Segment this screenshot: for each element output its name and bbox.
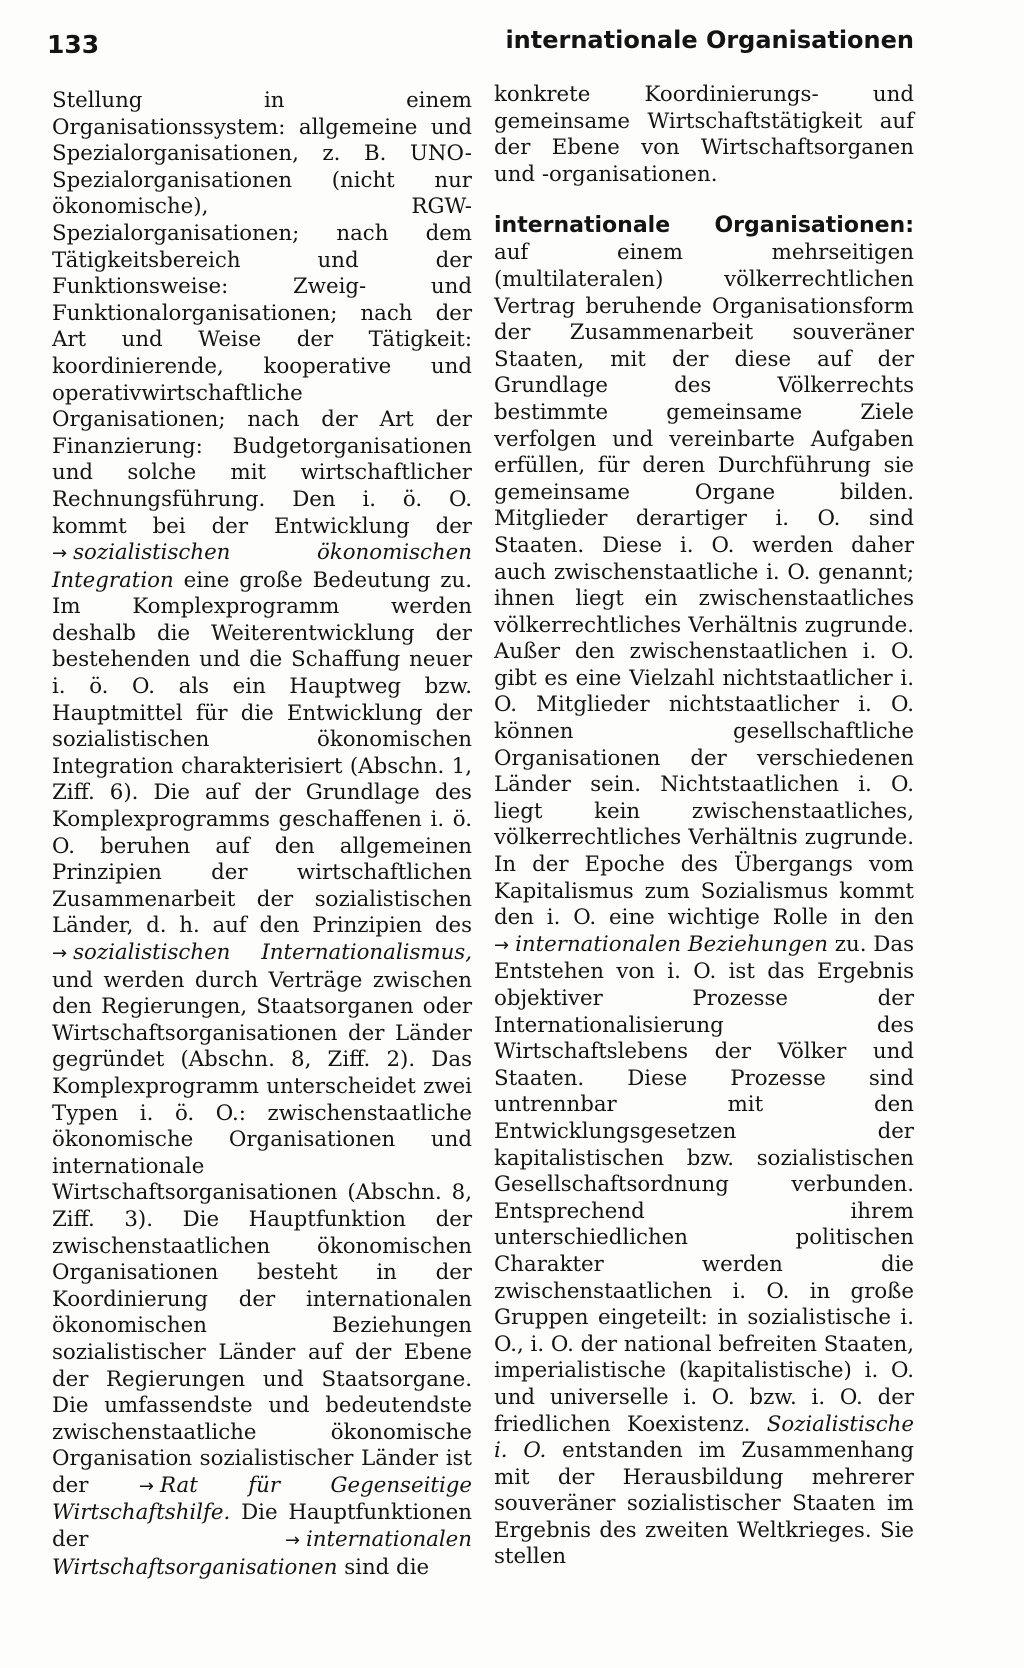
- right-column: [494, 82, 914, 1571]
- text-run: und werden durch Verträge zwischen den Regierungen, Staatsorganen oder Wirtschaftsorganisationen der Länder gegründet (Abschn. 8, Ziff. 2). Das Komplexprogramm unterscheidet zwei Typen i. ö. O.: zwischenstaatliche ökonomische Organisationen und internationale Wirtschaftsorganisationen (Abschn. 8, Ziff. 3). Die Hauptfunktion der zwischenstaatlichen ökonomischen Organisationen besteht in der Koordinierung der internationalen ökonomischen Beziehungen sozialistischer Länder auf der Ebene der Regierungen und Staatsorgane. Die umfassendste und bedeutendste zwischenstaatliche ökonomische Organisation sozialistischer Länder ist der: [52, 967, 472, 1498]
- text-run: Stellung in einem Organisationssystem: allgemeine und Spezialorganisationen, z. B. UNO-Spezialorganisationen (nicht nur ökonomische), RGW-Spezialorganisationen; nach dem Tätigkeitsbereich und der Funktionsweise: Zweig- und Funktionalorganisationen; nach der Art und Weise der Tätigkeit: koordinierende, kooperative und operativwirtschaftliche Organisationen; nach der Art der Finanzierung: Budgetorganisationen und solche mit wirtschaftlicher Rechnungsführung. Den i. ö. O. kommt bei der Entwicklung der: [52, 88, 472, 539]
- text-run: entstanden im Zusammenhang mit der Herausbildung mehrerer souveräner sozialistischer Staaten im Ergebnis des zweiten Weltkrieges. Sie stellen: [494, 1438, 914, 1570]
- arrow-icon: →: [52, 943, 68, 964]
- paragraph: konkrete Koordinierungs- und gemeinsame Wirtschaftstätigkeit auf der Ebene von Wirtschaftsorganen und -organisationen.: [494, 82, 914, 187]
- arrow-icon: →: [52, 543, 68, 565]
- arrow-icon: →: [284, 1530, 300, 1552]
- arrow-icon: →: [138, 1475, 154, 1497]
- text-run: eine große Bedeutung zu. Im Komplexprogramm werden deshalb die Weiterentwicklung der bestehenden und die Schaffung neuer i. ö. O. als ein Hauptweg bzw. Hauptmittel für die Entwicklung der sozialistischen ökonomischen Integration charakterisiert (Abschn. 1, Ziff. 6). Die auf der Grundlage des Komplexprogramms geschaffenen i. ö. O. beruhen auf den allgemeinen Prinzipien der wirtschaftlichen Zusammenarbeit der sozialistischen Länder, d. h. auf den Prinzipien des: [52, 567, 472, 939]
- paragraph: [52, 88, 472, 1581]
- text-run: sind die: [344, 1554, 430, 1580]
- running-head: internationale Organisationen: [505, 26, 914, 54]
- cross-reference: internationalen Beziehungen: [515, 931, 828, 957]
- text-run: auf einem mehrseitigen (multilateralen) völkerrechtlichen Vertrag beruhende Organisationsform der Zusammenarbeit souveräner Staaten, mit der diese auf der Grundlage des Völkerrechts bestimmte gemeinsame Ziele verfolgen und vereinbarte Aufgaben erfüllen, für deren Durchführung sie gemeinsame Organe bilden. Mitglieder derartiger i. O. sind Staaten. Diese i. O. werden daher auch zwischenstaatliche i. O. genannt; ihnen liegt ein zwischenstaatliches völkerrechtliches Verhältnis zugrunde. Außer den zwischenstaatlichen i. O. gibt es eine Vielzahl nichtstaatlicher i. O. Mitglieder nichtstaatlicher i. O. können gesellschaftliche Organisationen der verschiedenen Länder sein. Nichtstaatlichen i. O. liegt kein zwischenstaatliches, völkerrechtliches Verhältnis zugrunde. In der Epoche des Übergangs vom Kapitalismus zum Sozialismus kommt den i. O. eine wichtige Rolle in den: [494, 240, 914, 931]
- text-run: Die Hauptfunktionen der: [52, 1500, 472, 1553]
- cross-reference: Rat für Gegenseitige Wirtschaftshilfe.: [52, 1472, 472, 1526]
- cross-reference: internationalen Wirtschaftsorganisationen: [52, 1527, 472, 1580]
- headword-part: Organisationen:: [714, 213, 914, 239]
- page-number: 133: [47, 30, 100, 59]
- left-column: [52, 88, 472, 1581]
- cross-reference: sozialistischen Internationalismus,: [73, 940, 472, 965]
- cross-reference: sozialistischen ökonomischen Integration: [52, 540, 472, 593]
- headword-part: internationale: [494, 213, 671, 239]
- arrow-icon: →: [494, 934, 510, 956]
- entry-headword: [494, 212, 914, 240]
- emphasis: Sozialistische i. O.: [494, 1411, 914, 1464]
- paragraph: [494, 240, 914, 1571]
- text-run: zu. Das Entstehen von i. O. ist das Ergebnis objektiver Prozesse der Internationalisierung des Wirtschaftslebens der Völker und Staaten. Diese Prozesse sind untrennbar mit den Entwicklungsgesetzen der kapitalistischen bzw. sozialistischen Gesellschaftsordnung verbunden. Entsprechend ihrem unterschiedlichen politischen Charakter werden die zwischenstaatlichen i. O. in große Gruppen eingeteilt: in sozialistische i. O., i. O. der national befreiten Staaten, imperialistische (kapitalistische) i. O. und universelle i. O. bzw. i. O. der friedlichen Koexistenz.: [494, 931, 914, 1437]
